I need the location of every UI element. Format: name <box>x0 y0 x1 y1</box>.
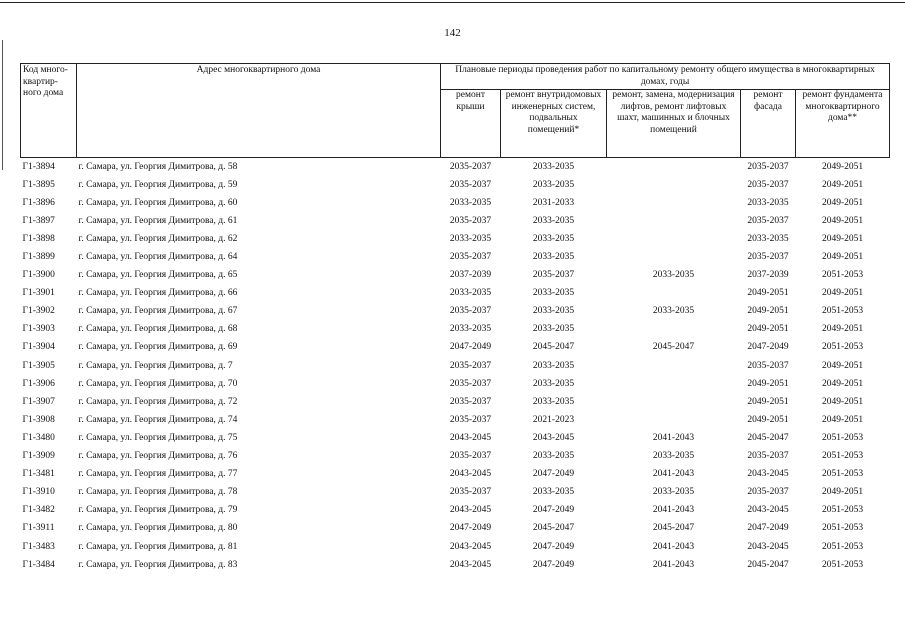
table-row <box>21 176 890 194</box>
cell-engineering: 2045-2047 <box>532 523 575 534</box>
table-row <box>21 538 890 556</box>
cell-address: г. Самара, ул. Георгия Димитрова, д. 59 <box>78 179 238 190</box>
cell-address: г. Самара, ул. Георгия Димитрова, д. 80 <box>78 523 238 534</box>
table-row <box>21 375 890 393</box>
cell-facade: 2049-2051 <box>747 414 789 425</box>
cell-facade: 2035-2037 <box>747 252 789 263</box>
cell-roof: 2035-2037 <box>449 378 492 389</box>
repair-schedule-table <box>20 63 890 574</box>
cell-foundation: 2051-2053 <box>821 559 864 570</box>
cell-engineering: 2033-2035 <box>532 360 575 371</box>
cell-engineering: 2033-2035 <box>532 396 575 407</box>
cell-code: Г1-3911 <box>22 523 55 534</box>
cell-engineering: 2033-2035 <box>532 233 575 244</box>
cell-lifts: 2041-2043 <box>652 541 695 552</box>
cell-address: г. Самара, ул. Георгия Димитрова, д. 72 <box>78 396 238 407</box>
cell-facade: 2049-2051 <box>747 288 789 299</box>
cell-facade: 2035-2037 <box>747 161 789 172</box>
table-row <box>21 502 890 520</box>
cell-engineering: 2033-2035 <box>532 288 575 299</box>
table-row <box>21 520 890 538</box>
cell-roof: 2035-2037 <box>449 487 492 498</box>
table-row <box>21 321 890 339</box>
cell-roof: 2035-2037 <box>449 161 492 172</box>
cell-lifts: 2033-2035 <box>652 306 695 317</box>
cell-code: Г1-3895 <box>22 179 55 190</box>
table-row <box>21 411 890 429</box>
cell-facade: 2037-2039 <box>747 270 789 281</box>
cell-foundation: 2049-2051 <box>821 179 864 190</box>
cell-address: г. Самара, ул. Георгия Димитрова, д. 61 <box>78 215 238 226</box>
cell-code: Г1-3909 <box>22 451 55 462</box>
cell-foundation: 2049-2051 <box>821 233 864 244</box>
cell-address: г. Самара, ул. Георгия Димитрова, д. 66 <box>78 288 238 299</box>
cell-engineering: 2033-2035 <box>532 487 575 498</box>
cell-facade: 2043-2045 <box>747 541 789 552</box>
cell-facade: 2045-2047 <box>747 432 789 443</box>
cell-facade: 2049-2051 <box>747 378 789 389</box>
top-rule <box>0 2 905 3</box>
cell-address: г. Самара, ул. Георгия Димитрова, д. 58 <box>78 161 238 172</box>
cell-foundation: 2049-2051 <box>821 288 864 299</box>
cell-lifts: 2045-2047 <box>652 523 695 534</box>
cell-facade: 2035-2037 <box>747 179 789 190</box>
cell-foundation: 2049-2051 <box>821 360 864 371</box>
header-code: Код много-квартир-ного дома <box>21 64 77 158</box>
header-row-main <box>21 64 890 90</box>
cell-roof: 2047-2049 <box>449 523 492 534</box>
cell-roof: 2043-2045 <box>449 559 492 570</box>
cell-facade: 2033-2035 <box>747 233 789 244</box>
cell-foundation: 2049-2051 <box>821 396 864 407</box>
table-row <box>21 285 890 303</box>
cell-engineering: 2021-2023 <box>532 414 575 425</box>
cell-foundation: 2051-2053 <box>821 342 864 353</box>
cell-lifts <box>607 285 741 303</box>
header-facade: ремонт фасада <box>741 90 796 158</box>
cell-code: Г1-3894 <box>22 161 55 172</box>
cell-engineering: 2047-2049 <box>532 469 575 480</box>
cell-roof: 2043-2045 <box>449 541 492 552</box>
cell-roof: 2035-2037 <box>449 451 492 462</box>
cell-engineering: 2043-2045 <box>532 432 575 443</box>
cell-foundation: 2051-2053 <box>821 270 864 281</box>
cell-foundation: 2051-2053 <box>821 469 864 480</box>
table-row <box>21 393 890 411</box>
header-address: Адрес многоквартирного дома <box>77 64 441 158</box>
cell-address: г. Самара, ул. Георгия Димитрова, д. 79 <box>78 505 238 516</box>
cell-address: г. Самара, ул. Георгия Димитрова, д. 70 <box>78 378 238 389</box>
cell-address: г. Самара, ул. Георгия Димитрова, д. 7 <box>78 360 233 371</box>
cell-lifts <box>607 248 741 266</box>
cell-engineering: 2035-2037 <box>532 270 575 281</box>
cell-code: Г1-3906 <box>22 378 55 389</box>
cell-facade: 2035-2037 <box>747 360 789 371</box>
cell-engineering: 2033-2035 <box>532 378 575 389</box>
cell-facade: 2045-2047 <box>747 559 789 570</box>
cell-address: г. Самара, ул. Георгия Димитрова, д. 75 <box>78 432 238 443</box>
table-row <box>21 448 890 466</box>
cell-code: Г1-3897 <box>22 215 55 226</box>
cell-roof: 2047-2049 <box>449 342 492 353</box>
cell-engineering: 2047-2049 <box>532 559 575 570</box>
cell-code: Г1-3907 <box>22 396 55 407</box>
cell-foundation: 2051-2053 <box>821 541 864 552</box>
cell-roof: 2033-2035 <box>449 233 492 244</box>
cell-facade: 2035-2037 <box>747 451 789 462</box>
cell-engineering: 2033-2035 <box>532 215 575 226</box>
cell-foundation: 2049-2051 <box>821 324 864 335</box>
cell-foundation: 2049-2051 <box>821 197 864 208</box>
table-row <box>21 158 890 177</box>
cell-facade: 2049-2051 <box>747 396 789 407</box>
cell-roof: 2035-2037 <box>449 306 492 317</box>
page-number: 142 <box>444 27 461 39</box>
cell-roof: 2035-2037 <box>449 179 492 190</box>
cell-engineering: 2033-2035 <box>532 179 575 190</box>
cell-roof: 2035-2037 <box>449 215 492 226</box>
cell-lifts: 2045-2047 <box>652 342 695 353</box>
cell-foundation: 2051-2053 <box>821 432 864 443</box>
cell-facade: 2047-2049 <box>747 342 789 353</box>
cell-facade: 2033-2035 <box>747 197 789 208</box>
cell-roof: 2043-2045 <box>449 469 492 480</box>
cell-engineering: 2033-2035 <box>532 451 575 462</box>
table-row <box>21 230 890 248</box>
cell-code: Г1-3904 <box>22 342 55 353</box>
cell-roof: 2043-2045 <box>449 505 492 516</box>
cell-code: Г1-3483 <box>22 541 55 552</box>
table-row <box>21 484 890 502</box>
cell-facade: 2049-2051 <box>747 306 789 317</box>
cell-code: Г1-3484 <box>22 559 55 570</box>
cell-foundation: 2049-2051 <box>821 161 864 172</box>
cell-engineering: 2045-2047 <box>532 342 575 353</box>
table-row <box>21 303 890 321</box>
cell-code: Г1-3910 <box>22 487 55 498</box>
cell-roof: 2033-2035 <box>449 324 492 335</box>
cell-foundation: 2051-2053 <box>821 451 864 462</box>
cell-code: Г1-3899 <box>22 252 55 263</box>
header-foundation: ремонт фундамента многоквартирного дома** <box>796 90 890 158</box>
cell-engineering: 2031-2033 <box>532 197 575 208</box>
table-row <box>21 339 890 357</box>
cell-code: Г1-3481 <box>22 469 55 480</box>
cell-address: г. Самара, ул. Георгия Димитрова, д. 83 <box>78 559 238 570</box>
cell-engineering: 2047-2049 <box>532 541 575 552</box>
header-engineering: ремонт внутридомовых инженерных систем, подвальных помещений* <box>501 90 607 158</box>
cell-engineering: 2033-2035 <box>532 324 575 335</box>
cell-foundation: 2051-2053 <box>821 523 864 534</box>
cell-address: г. Самара, ул. Георгия Димитрова, д. 78 <box>78 487 238 498</box>
cell-address: г. Самара, ул. Георгия Димитрова, д. 77 <box>78 469 238 480</box>
cell-code: Г1-3898 <box>22 233 55 244</box>
header-roof: ремонт крыши <box>441 90 501 158</box>
cell-roof: 2043-2045 <box>449 432 492 443</box>
cell-lifts <box>607 176 741 194</box>
cell-facade: 2043-2045 <box>747 469 789 480</box>
cell-address: г. Самара, ул. Георгия Димитрова, д. 69 <box>78 342 238 353</box>
cell-facade: 2047-2049 <box>747 523 789 534</box>
cell-lifts <box>607 230 741 248</box>
cell-foundation: 2049-2051 <box>821 378 864 389</box>
cell-code: Г1-3905 <box>22 360 55 371</box>
cell-facade: 2043-2045 <box>747 505 789 516</box>
cell-lifts: 2041-2043 <box>652 559 695 570</box>
cell-lifts <box>607 393 741 411</box>
cell-code: Г1-3908 <box>22 414 55 425</box>
cell-code: Г1-3896 <box>22 197 55 208</box>
cell-lifts: 2041-2043 <box>652 505 695 516</box>
cell-address: г. Самара, ул. Георгия Димитрова, д. 62 <box>78 233 238 244</box>
cell-address: г. Самара, ул. Георгия Димитрова, д. 60 <box>78 197 238 208</box>
cell-roof: 2033-2035 <box>449 197 492 208</box>
cell-engineering: 2033-2035 <box>532 161 575 172</box>
cell-engineering: 2033-2035 <box>532 306 575 317</box>
header-periods: Плановые периоды проведения работ по капитальному ремонту общего имущества в многоквартирных домах, годы <box>441 64 890 90</box>
cell-foundation: 2051-2053 <box>821 306 864 317</box>
cell-roof: 2037-2039 <box>449 270 492 281</box>
cell-lifts <box>607 375 741 393</box>
cell-lifts <box>607 357 741 375</box>
table-row <box>21 357 890 375</box>
cell-code: Г1-3902 <box>22 306 55 317</box>
cell-engineering: 2047-2049 <box>532 505 575 516</box>
cell-foundation: 2051-2053 <box>821 505 864 516</box>
table-row <box>21 267 890 285</box>
table-row <box>21 248 890 266</box>
cell-roof: 2035-2037 <box>449 360 492 371</box>
cell-lifts <box>607 321 741 339</box>
cell-code: Г1-3903 <box>22 324 55 335</box>
cell-address: г. Самара, ул. Георгия Димитрова, д. 64 <box>78 252 238 263</box>
cell-address: г. Самара, ул. Георгия Димитрова, д. 81 <box>78 541 238 552</box>
cell-lifts <box>607 212 741 230</box>
cell-facade: 2035-2037 <box>747 487 789 498</box>
header-lifts: ремонт, замена, модернизация лифтов, ремонт лифтовых шахт, машинных и блочных помещений <box>607 90 741 158</box>
cell-code: Г1-3900 <box>22 270 55 281</box>
cell-address: г. Самара, ул. Георгия Димитрова, д. 67 <box>78 306 238 317</box>
cell-lifts <box>607 194 741 212</box>
margin-mark <box>2 40 3 170</box>
table-row <box>21 212 890 230</box>
table-row <box>21 466 890 484</box>
cell-address: г. Самара, ул. Георгия Димитрова, д. 74 <box>78 414 238 425</box>
cell-address: г. Самара, ул. Георгия Димитрова, д. 65 <box>78 270 238 281</box>
cell-foundation: 2049-2051 <box>821 215 864 226</box>
table-body <box>21 158 890 575</box>
cell-lifts: 2041-2043 <box>652 432 695 443</box>
cell-code: Г1-3482 <box>22 505 55 516</box>
cell-lifts <box>607 158 741 177</box>
cell-lifts: 2033-2035 <box>652 451 695 462</box>
cell-roof: 2035-2037 <box>449 396 492 407</box>
cell-lifts: 2033-2035 <box>652 487 695 498</box>
cell-lifts: 2041-2043 <box>652 469 695 480</box>
cell-address: г. Самара, ул. Георгия Димитрова, д. 76 <box>78 451 238 462</box>
cell-lifts: 2033-2035 <box>652 270 695 281</box>
cell-roof: 2035-2037 <box>449 252 492 263</box>
table-row <box>21 429 890 447</box>
cell-code: Г1-3480 <box>22 432 55 443</box>
cell-lifts <box>607 411 741 429</box>
cell-roof: 2035-2037 <box>449 414 492 425</box>
cell-foundation: 2049-2051 <box>821 252 864 263</box>
table-row <box>21 194 890 212</box>
table-row <box>21 556 890 574</box>
cell-roof: 2033-2035 <box>449 288 492 299</box>
cell-engineering: 2033-2035 <box>532 252 575 263</box>
cell-foundation: 2049-2051 <box>821 487 864 498</box>
cell-foundation: 2049-2051 <box>821 414 864 425</box>
cell-address: г. Самара, ул. Георгия Димитрова, д. 68 <box>78 324 238 335</box>
cell-facade: 2035-2037 <box>747 215 789 226</box>
cell-code: Г1-3901 <box>22 288 55 299</box>
cell-facade: 2049-2051 <box>747 324 789 335</box>
